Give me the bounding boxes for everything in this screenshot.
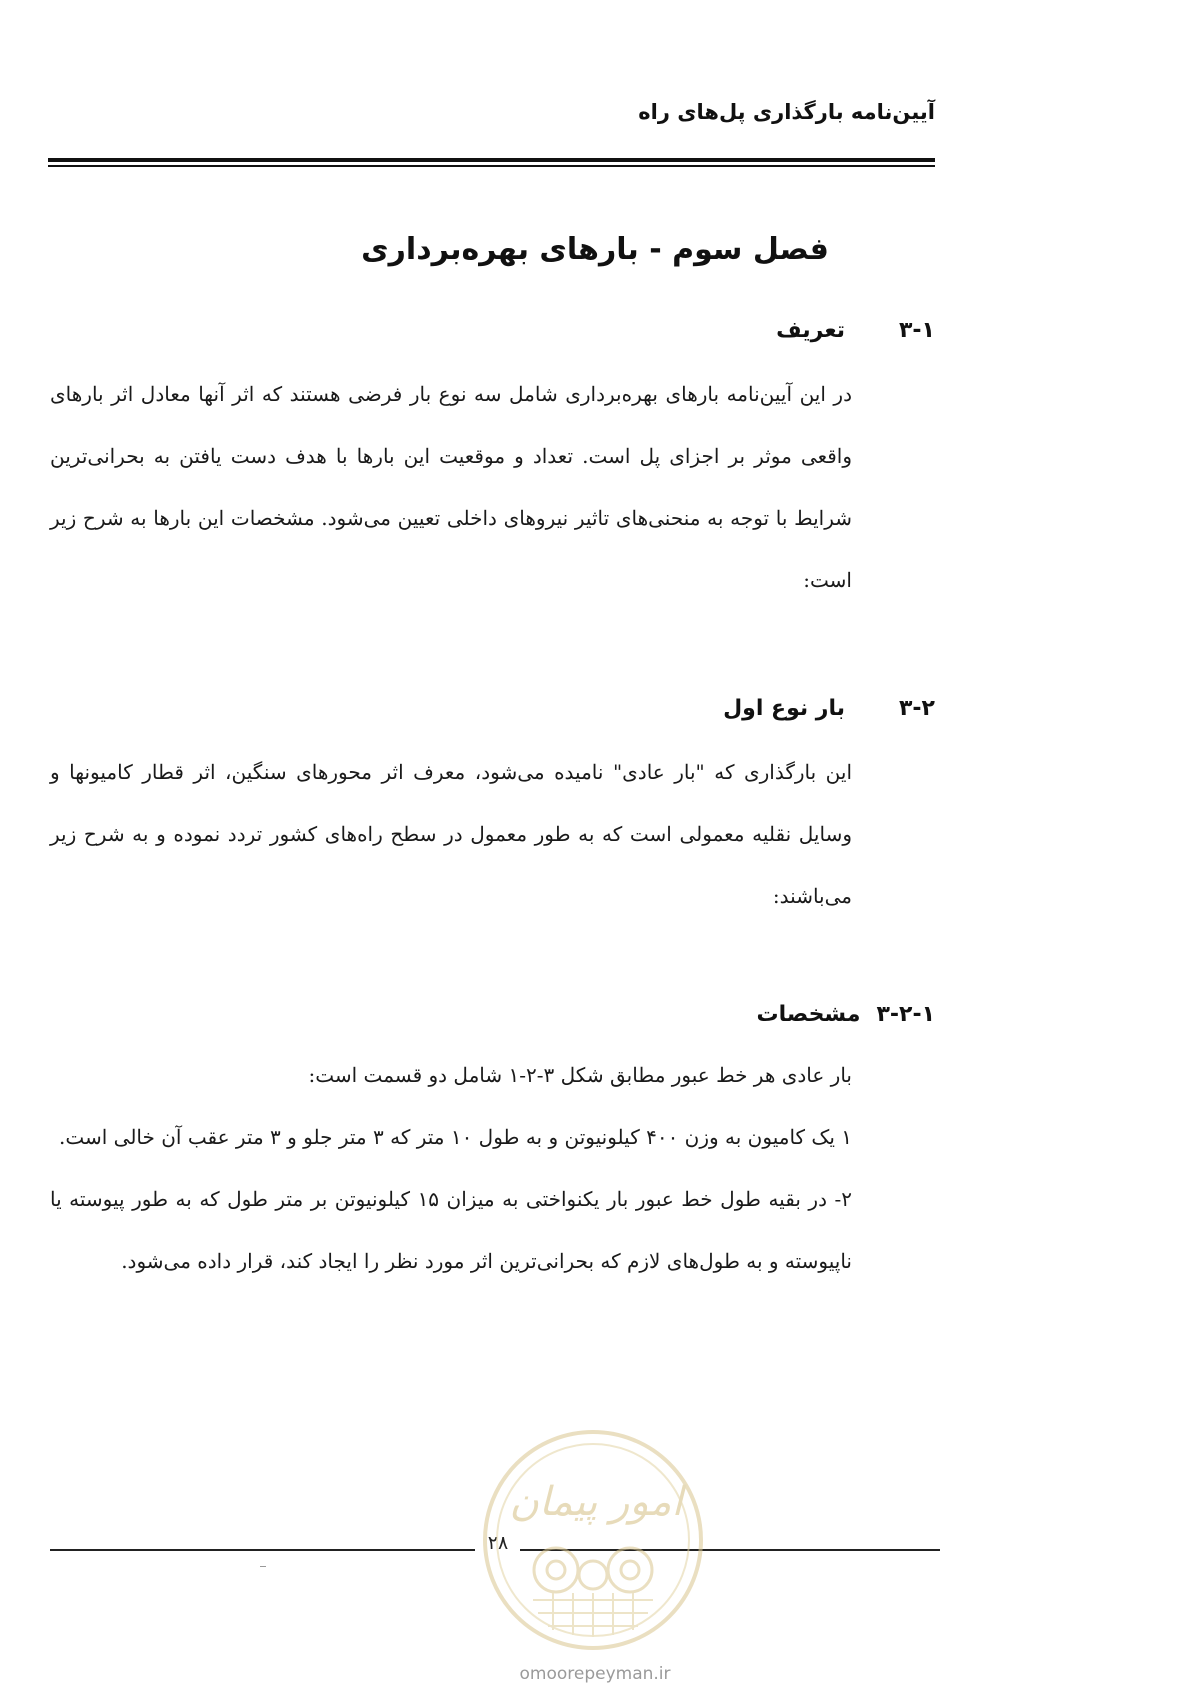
watermark-seal-icon [478, 1425, 708, 1655]
watermark-url: omoorepeyman.ir [519, 1664, 671, 1684]
running-header-title: آیین‌نامه بارگذاری پل‌های راه [638, 100, 935, 124]
chapter-title: فصل سوم - بارهای بهره‌برداری [361, 232, 829, 267]
section-heading-3-2-1 [757, 1002, 935, 1027]
paragraph: این بارگذاری که "بار عادی" نامیده می‌شود، معرف اثر محورهای سنگین، اثر قطار کامیونها و وسایل نقلیه معمولی است که به طور معمول در سطح راه‌های کشور تردد نموده و به شرح زیر می‌باشند: [50, 760, 852, 908]
section-3-1-body [50, 363, 852, 611]
list-item-1: ۱ یک کامیون به وزن ۴۰۰ کیلونیوتن و به طول ۱۰ متر که ۳ متر جلو و ۳ متر عقب آن خالی است. [59, 1125, 852, 1149]
footer-rule-left [50, 1549, 475, 1551]
section-heading-3-2 [723, 696, 935, 721]
page-number: ۲۸ [487, 1532, 509, 1554]
section-heading-3-1 [776, 318, 935, 343]
section-title: تعریف [776, 318, 845, 343]
section-number: ۳-۲-۱ [876, 1002, 935, 1027]
section-number: ۳-۱ [899, 318, 935, 343]
paragraph: بار عادی هر خط عبور مطابق شکل ۳-۲-۱ شامل دو قسمت است: [308, 1063, 852, 1087]
header-rule-thin [48, 165, 935, 167]
section-title: مشخصات [756, 1002, 861, 1027]
paragraph: در این آیین‌نامه بارهای بهره‌برداری شامل سه نوع بار فرضی هستند که اثر آنها معادل اثر بارهای واقعی موثر بر اجزای پل است. تعداد و موقعیت این بارها با هدف دست یافتن به بحرانی‌ترین شرایط با توجه به منحنی‌های تاثیر نیروهای داخلی تعیین می‌شود. مشخصات این بارها به شرح زیر است: [50, 382, 852, 592]
scan-speck [260, 1566, 266, 1567]
header-double-rule [48, 158, 935, 169]
section-3-2-1-body [50, 1044, 852, 1292]
section-number: ۳-۲ [899, 696, 935, 721]
header-rule-thick [48, 158, 935, 162]
list-item-2: ۲- در بقیه طول خط عبور بار یکنواختی به میزان ۱۵ کیلونیوتن بر متر طول که به طور پیوسته یا ناپیوسته و به طول‌های لازم که بحرانی‌ترین اثر مورد نظر را ایجاد کند، قرار داده می‌شود. [50, 1187, 852, 1273]
section-title: بار نوع اول [723, 696, 845, 721]
watermark-logo-text: امور پیمان [509, 1479, 683, 1525]
section-3-2-body [50, 741, 852, 927]
